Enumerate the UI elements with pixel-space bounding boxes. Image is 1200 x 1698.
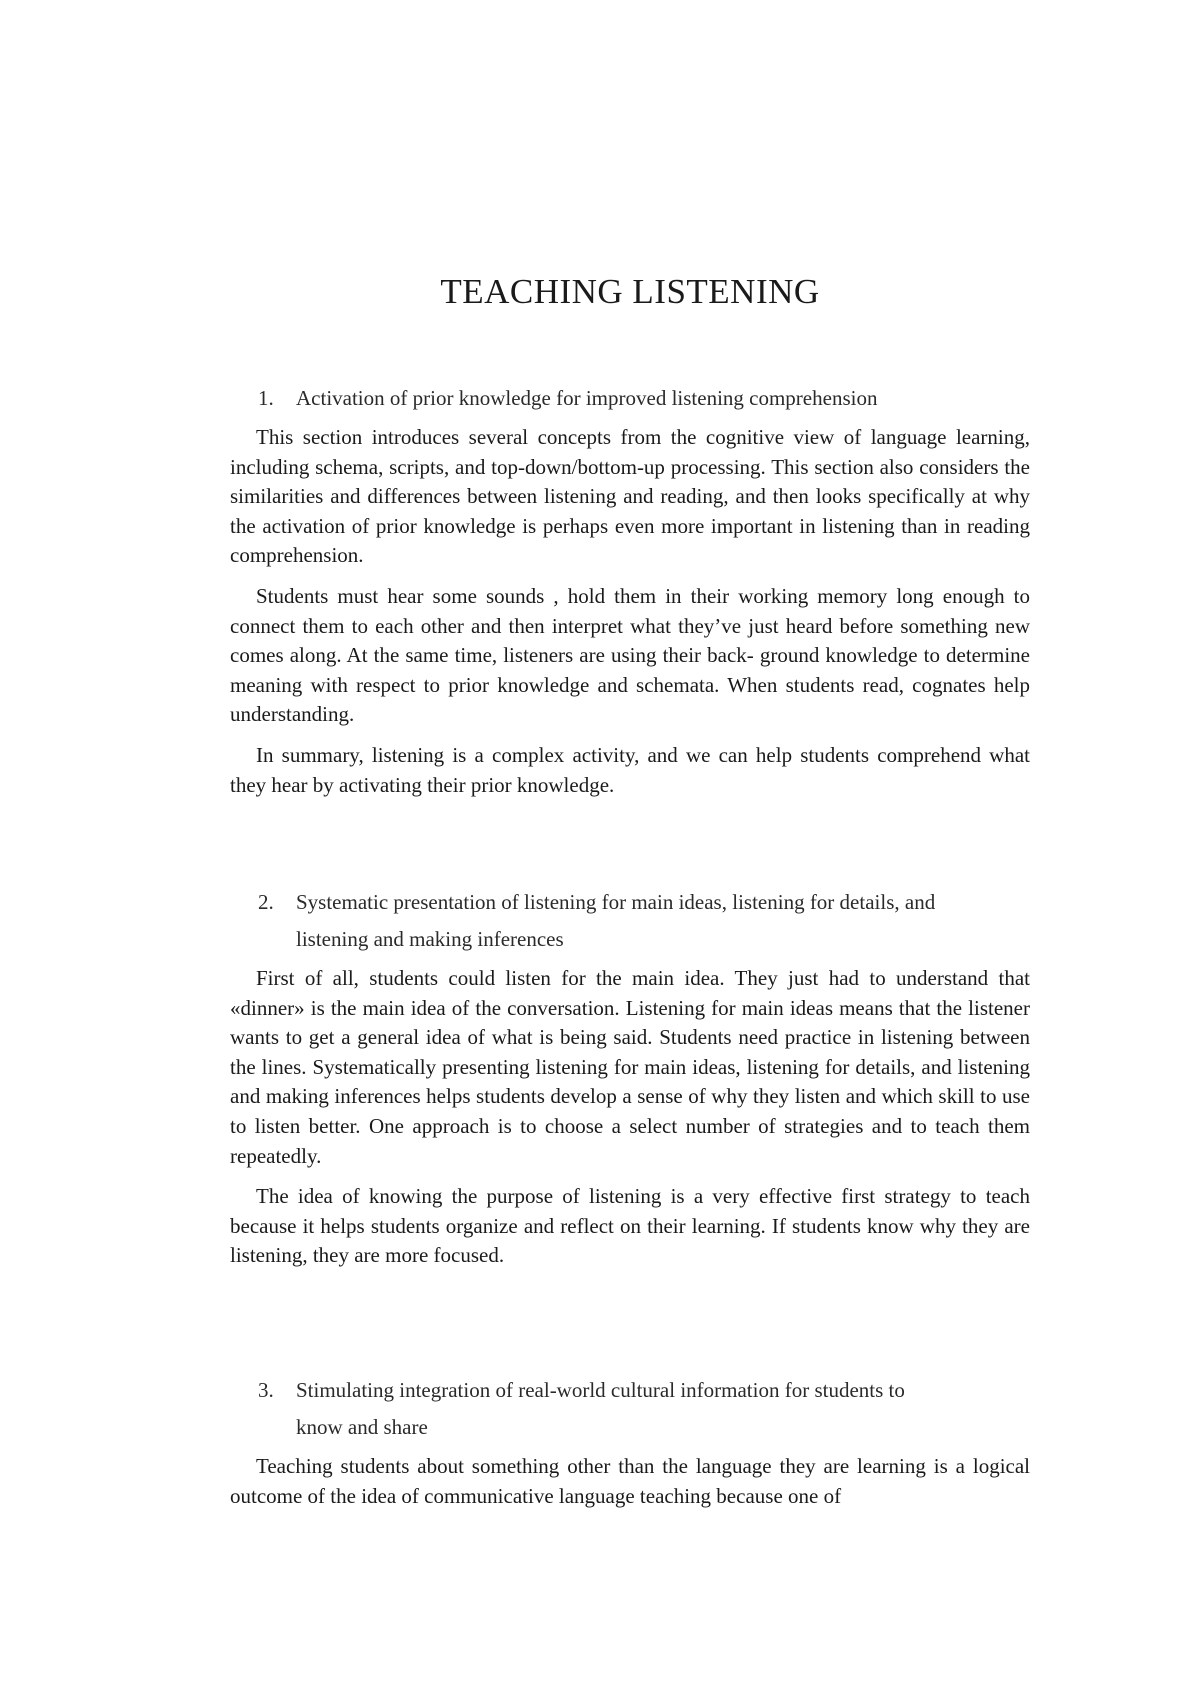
section-heading: [230, 884, 1030, 958]
section-heading-text: Activation of prior knowledge for improved listening comprehension: [296, 386, 878, 410]
paragraph: Teaching students about something other than the language they are learning is a logical outcome of the idea of communicative language teaching because one of: [230, 1454, 1030, 1508]
section-heading: [230, 380, 1030, 417]
section-2: [230, 884, 1030, 1282]
section-heading-text: Systematic presentation of listening for main ideas, listening for details, and listening and making inferences: [296, 890, 936, 951]
paragraph: First of all, students could listen for the main idea. They just had to understand that «dinner» is the main idea of the conversation. Listening for main ideas means that the listener wants to get a general idea of what is being said. Students need practice in listening between the lines. Systematically presenting listening for main ideas, listening for details, and listening and making inferences helps students develop a sense of why they listen and which skill to use to listen better. One approach is to choose a select number of strategies and to teach them repeatedly.: [230, 966, 1030, 1168]
section-heading: [230, 1372, 1030, 1446]
paragraph: In summary, listening is a complex activity, and we can help students comprehend what they hear by activating their prior knowledge.: [230, 742, 1030, 797]
section-heading-text: Stimulating integration of real-world cultural information for students to know and share: [296, 1378, 905, 1439]
page-title: TEACHING LISTENING: [440, 272, 820, 311]
section-1: [230, 380, 1030, 811]
paragraph: This section introduces several concepts from the cognitive view of language learning, including schema, scripts, and top-down/bottom-up processing. This section also considers the similarities and differences between listening and reading, and then looks specifically at why the activation of prior knowledge is perhaps even more important in listening than in reading comprehension.: [230, 425, 1030, 568]
section-number: 2.: [258, 890, 274, 914]
section-number: 3.: [258, 1378, 274, 1402]
section-number: 1.: [258, 386, 274, 410]
paragraph: The idea of knowing the purpose of listening is a very effective first strategy to teach because it helps students organize and reflect on their learning. If students know why they are listening, they are more focused.: [230, 1184, 1030, 1268]
paragraph: Students must hear some sounds , hold them in their working memory long enough to connect them to each other and then interpret what they’ve just heard before something new comes along. At the same time, listeners are using their back- ground knowledge to determine meaning with respect to prior knowledge and schemata. When students read, cognates help understanding.: [230, 583, 1030, 727]
section-3: [230, 1372, 1030, 1522]
